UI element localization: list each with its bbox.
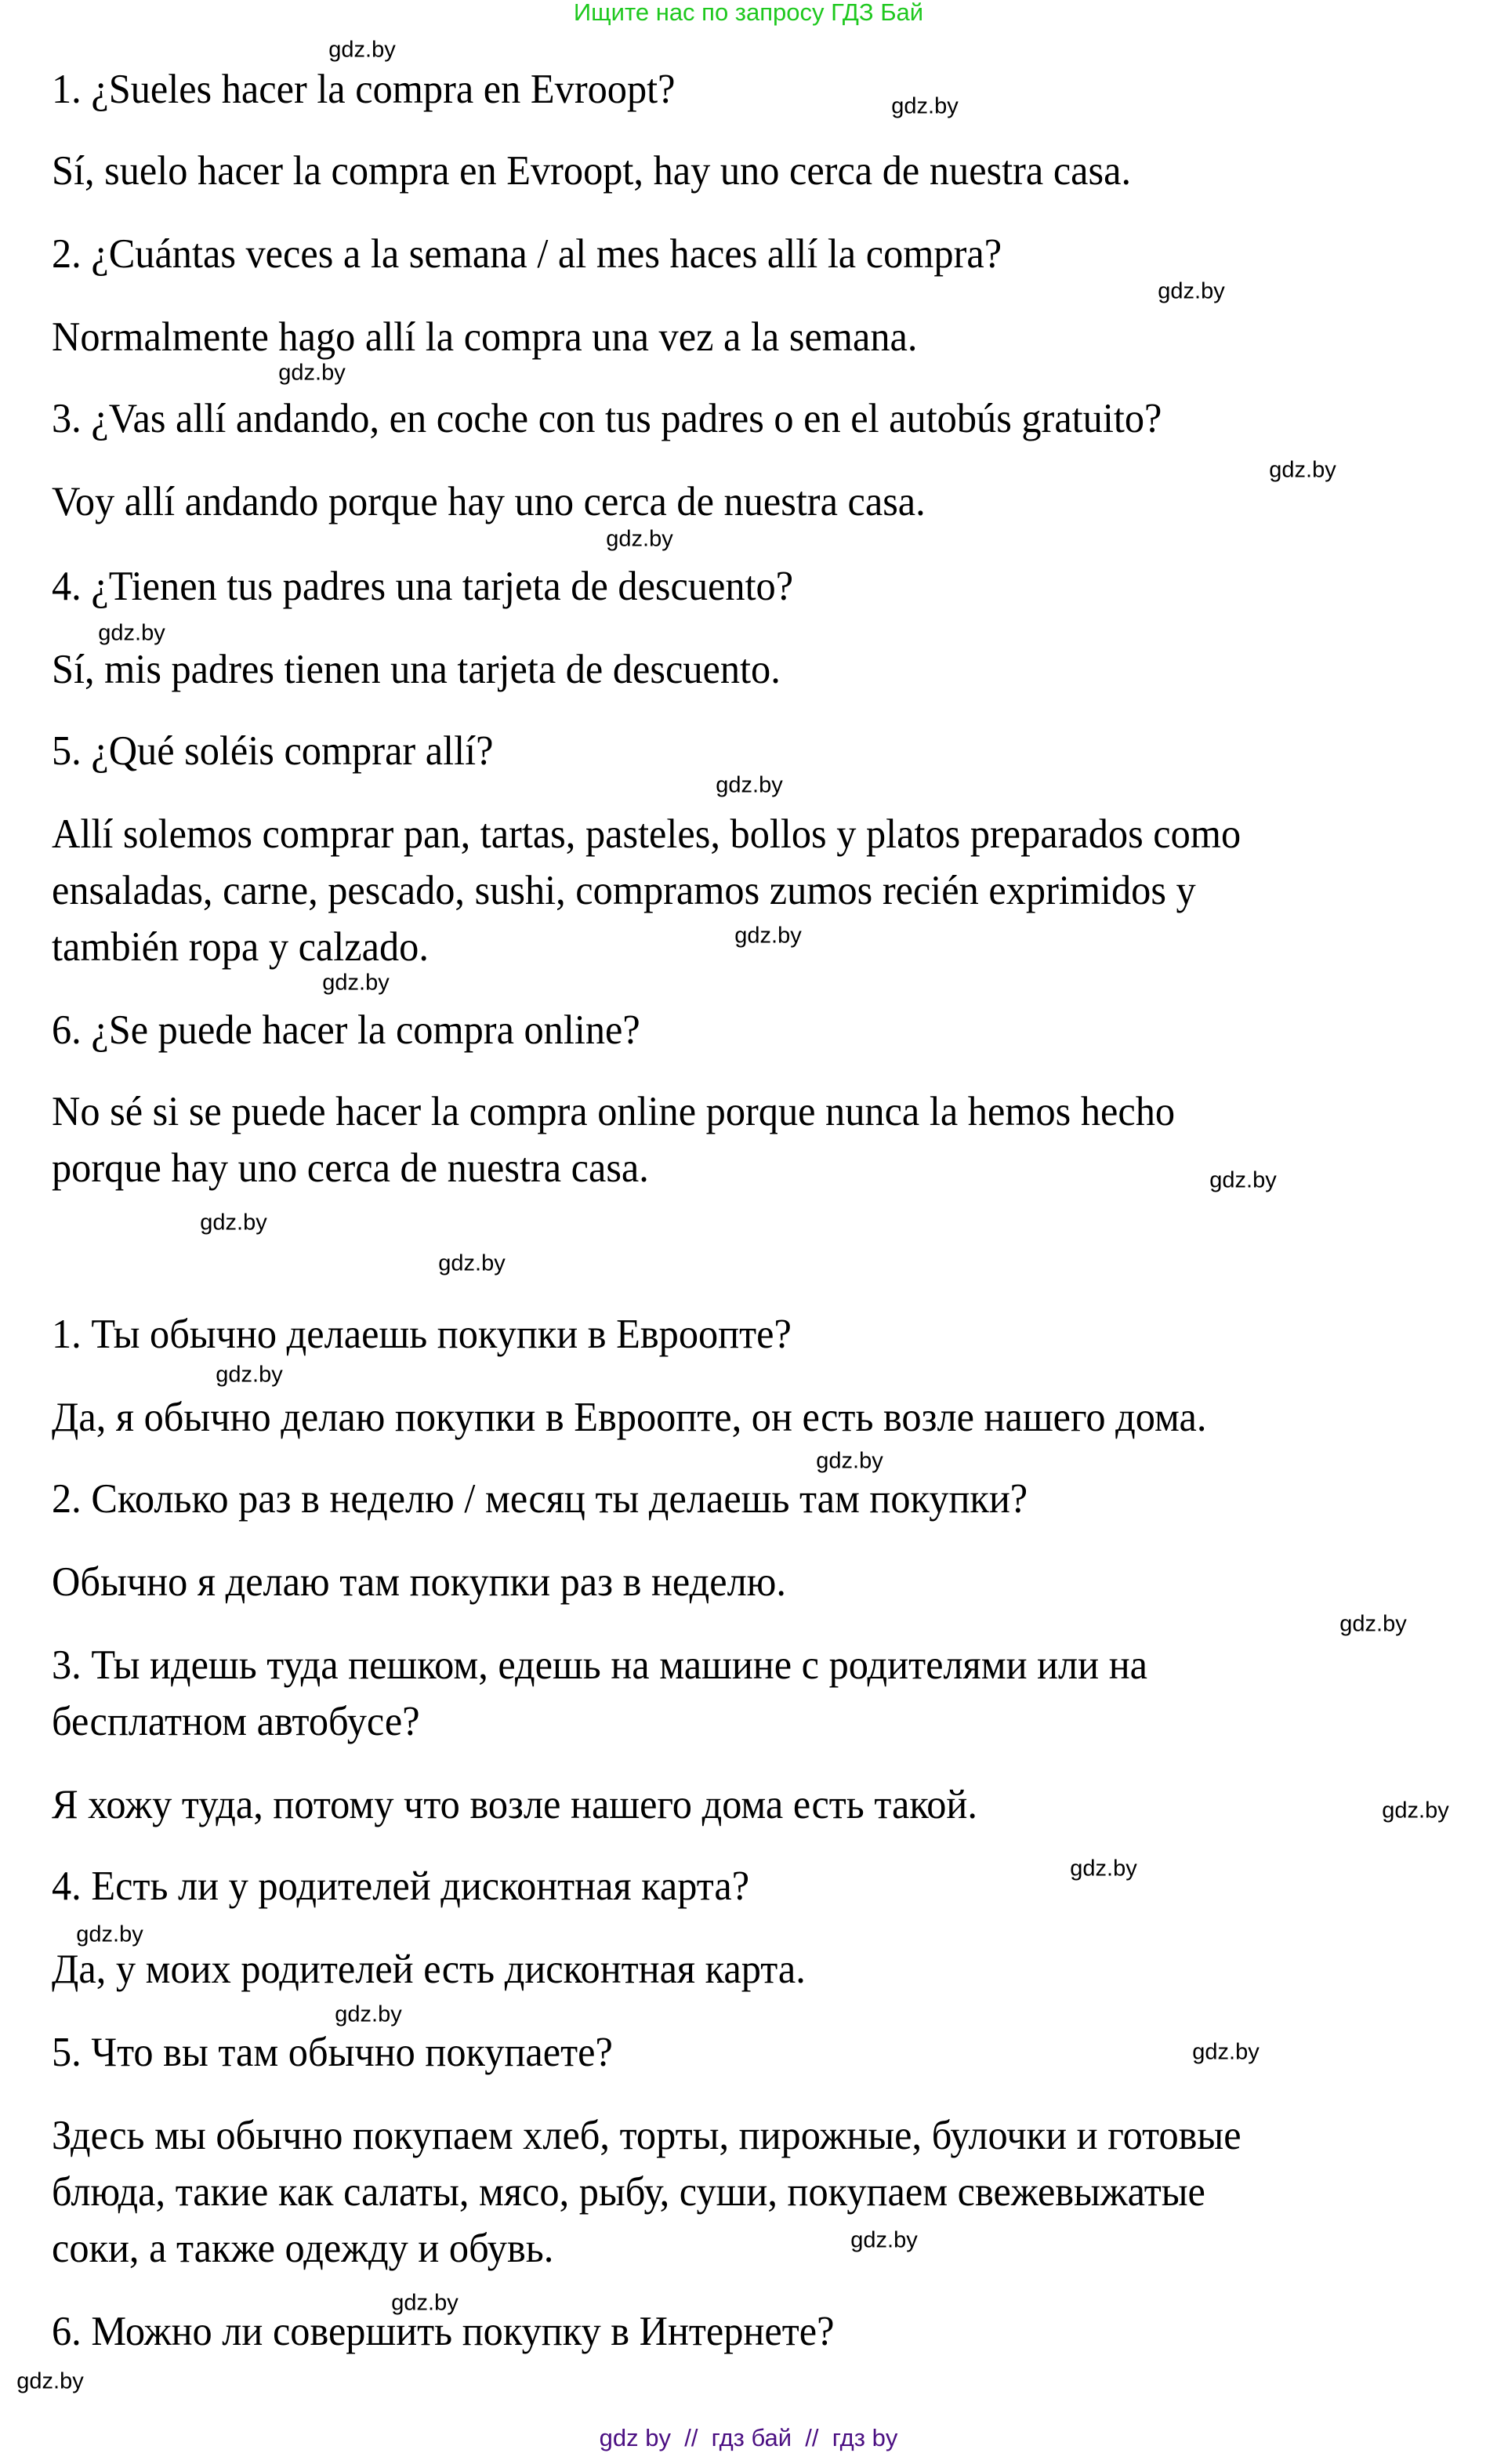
watermark: gdz.by	[438, 1250, 506, 1276]
watermark: gdz.by	[1192, 2039, 1260, 2065]
watermark: gdz.by	[328, 37, 396, 63]
watermark: gdz.by	[1209, 1167, 1277, 1193]
answer-3-ru: Я хожу туда, потому что возле нашего дома есть такой.	[52, 1782, 977, 1827]
watermark: gdz.by	[891, 93, 959, 119]
question-3-ru-line-1: 3. Ты идешь туда пешком, едешь на машине с родителями или на	[52, 1642, 1147, 1688]
watermark: gdz.by	[734, 923, 802, 949]
answer-4-es: Sí, mis padres tienen una tarjeta de descuento.	[52, 647, 781, 692]
answer-3-es: Voy allí andando porque hay uno cerca de nuestra casa.	[52, 479, 926, 524]
question-6-es: 6. ¿Se puede hacer la compra online?	[52, 1007, 640, 1053]
question-4-ru: 4. Есть ли у родителей дисконтная карта?	[52, 1863, 750, 1909]
answer-4-ru: Да, у моих родителей есть дисконтная карта.	[52, 1947, 806, 1992]
answer-1-ru: Да, я обычно делаю покупки в Евроопте, он есть возле нашего дома.	[52, 1395, 1207, 1440]
answer-5-ru-line-3: соки, а также одежду и обувь.	[52, 2226, 554, 2271]
watermark: gdz.by	[16, 2368, 84, 2394]
watermark: gdz.by	[322, 970, 390, 996]
site-search-banner: Ищите нас по запросу ГДЗ Бай	[573, 0, 924, 26]
watermark: gdz.by	[391, 2290, 459, 2316]
question-2-es: 2. ¿Cuántas veces a la semana / al mes haces allí la compra?	[52, 231, 1002, 277]
watermark: gdz.by	[850, 2227, 918, 2253]
answer-6-es-line-1: No sé si se puede hacer la compra online porque nunca la hemos hecho	[52, 1089, 1176, 1134]
answer-5-ru-line-2: блюда, такие как салаты, мясо, рыбу, суши, покупаем свежевыжатые	[52, 2169, 1205, 2215]
watermark: gdz.by	[606, 526, 673, 552]
answer-5-ru-line-1: Здесь мы обычно покупаем хлеб, торты, пирожные, булочки и готовые	[52, 2113, 1241, 2158]
answer-1-es: Sí, suelo hacer la compra en Evroopt, hay uno cerca de nuestra casa.	[52, 148, 1132, 194]
answer-5-es-line-1: Allí solemos comprar pan, tartas, pasteles, bollos y platos preparados como	[52, 811, 1241, 857]
watermark: gdz.by	[1382, 1798, 1449, 1824]
answer-5-es-line-3: también ropa y calzado.	[52, 924, 429, 970]
watermark: gdz.by	[216, 1362, 283, 1388]
question-6-ru: 6. Можно ли совершить покупку в Интернете?	[52, 2309, 835, 2354]
watermark: gdz.by	[200, 1210, 267, 1236]
answer-2-ru: Обычно я делаю там покупки раз в неделю.	[52, 1559, 786, 1605]
watermark: gdz.by	[1158, 278, 1225, 304]
question-4-es: 4. ¿Tienen tus padres una tarjeta de descuento?	[52, 564, 794, 609]
watermark: gdz.by	[1070, 1856, 1137, 1882]
watermark: gdz.by	[716, 772, 783, 798]
answer-6-es-line-2: porque hay uno cerca de nuestra casa.	[52, 1145, 649, 1191]
watermark: gdz.by	[335, 2001, 402, 2027]
watermark: gdz.by	[1269, 457, 1336, 483]
question-3-es: 3. ¿Vas allí andando, en coche con tus padres o en el autobús gratuito?	[52, 396, 1162, 441]
question-2-ru: 2. Сколько раз в неделю / месяц ты делаешь там покупки?	[52, 1476, 1028, 1522]
watermark: gdz.by	[816, 1448, 883, 1474]
site-footer-links[interactable]: gdz by // гдз бай // гдз by	[599, 2424, 898, 2451]
question-5-ru: 5. Что вы там обычно покупаете?	[52, 2030, 613, 2075]
watermark: gdz.by	[76, 1921, 143, 1947]
question-1-es: 1. ¿Sueles hacer la compra en Evroopt?	[52, 67, 676, 112]
watermark: gdz.by	[98, 620, 165, 646]
question-5-es: 5. ¿Qué soléis comprar allí?	[52, 728, 494, 774]
question-3-ru-line-2: бесплатном автобусе?	[52, 1699, 420, 1744]
answer-5-es-line-2: ensaladas, carne, pescado, sushi, compramos zumos recién exprimidos y	[52, 868, 1196, 913]
watermark: gdz.by	[1339, 1611, 1407, 1637]
watermark: gdz.by	[278, 360, 346, 386]
question-1-ru: 1. Ты обычно делаешь покупки в Евроопте?	[52, 1312, 792, 1357]
answer-2-es: Normalmente hago allí la compra una vez a la semana.	[52, 314, 918, 360]
